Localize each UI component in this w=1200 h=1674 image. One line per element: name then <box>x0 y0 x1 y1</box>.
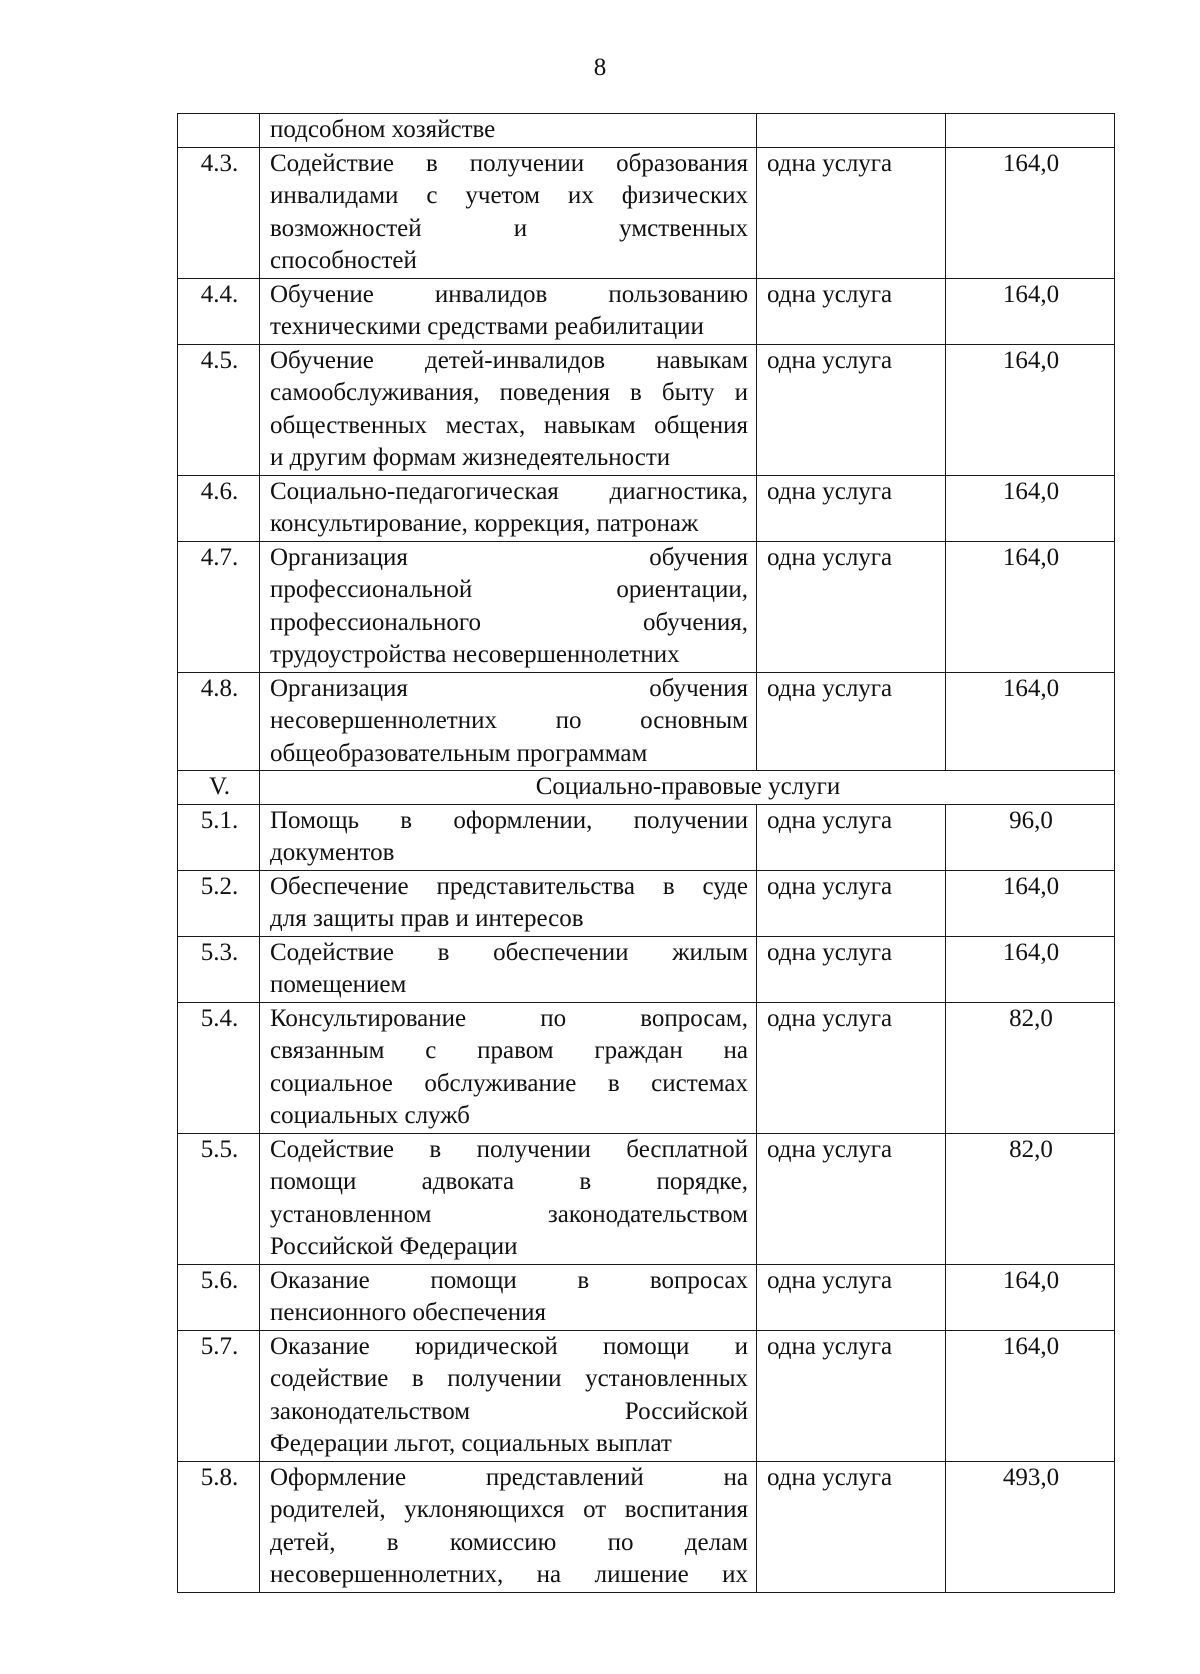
price-cell: 164,0 <box>946 541 1115 672</box>
description-line: Консультирование по вопросам, <box>270 1004 748 1032</box>
table-row <box>178 1133 1115 1264</box>
description-line: Содействие в получении образования <box>270 149 748 177</box>
unit-cell: одна услуга <box>757 541 946 672</box>
service-description <box>260 1264 757 1330</box>
description-line: инвалидами с учетом их физических <box>270 182 748 209</box>
description-line: помещением <box>270 971 407 998</box>
unit-cell <box>757 114 946 148</box>
price-cell <box>946 114 1115 148</box>
price-cell: 164,0 <box>946 475 1115 541</box>
description-line: общеобразовательным программам <box>270 739 648 767</box>
unit-cell: одна услуга <box>757 475 946 541</box>
service-description <box>260 475 757 541</box>
description-line: самообслуживания, поведения в быту и <box>270 379 748 406</box>
description-line: Содействие в обеспечении жилым <box>270 938 748 966</box>
description-line: документов <box>270 839 395 866</box>
row-number: 5.3. <box>178 936 260 1002</box>
service-description <box>260 541 757 672</box>
description-line: Оказание помощи в вопросах <box>270 1266 748 1294</box>
table-row <box>178 1264 1115 1330</box>
price-cell: 164,0 <box>946 1330 1115 1461</box>
row-number: 4.5. <box>178 344 260 475</box>
row-number: 4.4. <box>178 278 260 344</box>
table-row <box>178 1330 1115 1461</box>
row-number: 4.7. <box>178 541 260 672</box>
description-line: Социально-педагогическая диагностика, <box>270 477 748 505</box>
service-description <box>260 114 757 148</box>
table-row <box>178 672 1115 771</box>
description-line: содействие в получении установленных <box>270 1365 748 1392</box>
service-description <box>260 672 757 771</box>
continuation-row <box>178 114 1115 148</box>
description-line: трудоустройства несовершеннолетних <box>270 641 680 668</box>
row-number: 5.7. <box>178 1330 260 1461</box>
price-cell: 164,0 <box>946 870 1115 936</box>
row-number: 4.6. <box>178 475 260 541</box>
description-line: детей, в комиссию по делам <box>270 1528 748 1556</box>
unit-cell: одна услуга <box>757 344 946 475</box>
service-description <box>260 147 757 278</box>
service-description <box>260 1133 757 1264</box>
description-line: законодательством Российской <box>270 1397 748 1425</box>
row-number: 5.6. <box>178 1264 260 1330</box>
description-line: Российской Федерации <box>270 1233 518 1260</box>
description-line: установленном законодательством <box>270 1200 748 1228</box>
price-cell: 96,0 <box>946 804 1115 870</box>
description-line: возможностей и умственных <box>270 214 748 242</box>
services-table-body <box>178 114 1115 1593</box>
description-line: Федерации льгот, социальных выплат <box>270 1430 672 1457</box>
unit-cell: одна услуга <box>757 804 946 870</box>
service-description <box>260 1002 757 1133</box>
description-line: общественных местах, навыкам общения <box>270 411 748 439</box>
description-line: Содействие в получении бесплатной <box>270 1135 748 1163</box>
price-cell: 493,0 <box>946 1461 1115 1592</box>
table-row <box>178 1002 1115 1133</box>
table-row <box>178 936 1115 1002</box>
unit-cell: одна услуга <box>757 1330 946 1461</box>
price-cell: 164,0 <box>946 936 1115 1002</box>
service-description <box>260 1330 757 1461</box>
description-line: и другим формам жизнедеятельности <box>270 444 671 471</box>
description-line: пенсионного обеспечения <box>270 1299 546 1326</box>
price-cell: 164,0 <box>946 344 1115 475</box>
table-row <box>178 278 1115 344</box>
price-cell: 164,0 <box>946 672 1115 771</box>
description-line: Оформление представлений на <box>270 1463 748 1491</box>
table-row <box>178 541 1115 672</box>
unit-cell: одна услуга <box>757 278 946 344</box>
services-table <box>177 113 1115 1593</box>
description-line: помощи адвоката в порядке, <box>270 1168 748 1195</box>
unit-cell: одна услуга <box>757 1002 946 1133</box>
unit-cell: одна услуга <box>757 936 946 1002</box>
row-number: 5.8. <box>178 1461 260 1592</box>
table-row <box>178 147 1115 278</box>
service-description <box>260 936 757 1002</box>
section-number: V. <box>178 771 260 805</box>
price-cell: 164,0 <box>946 1264 1115 1330</box>
price-cell: 82,0 <box>946 1133 1115 1264</box>
description-line: Обучение инвалидов пользованию <box>270 280 748 308</box>
section-header-row <box>178 771 1115 805</box>
description-line: социальных служб <box>270 1102 470 1129</box>
description-line: социальное обслуживание в системах <box>270 1069 748 1097</box>
row-number: 4.3. <box>178 147 260 278</box>
section-title: Социально-правовые услуги <box>260 771 1115 805</box>
unit-cell: одна услуга <box>757 1133 946 1264</box>
table-row <box>178 804 1115 870</box>
row-number: 5.1. <box>178 804 260 870</box>
table-row <box>178 475 1115 541</box>
unit-cell: одна услуга <box>757 147 946 278</box>
unit-cell: одна услуга <box>757 1264 946 1330</box>
description-line: Помощь в оформлении, получении <box>270 806 748 834</box>
description-line: профессиональной ориентации, <box>270 576 748 603</box>
row-number: 4.8. <box>178 672 260 771</box>
page-number: 8 <box>593 54 607 81</box>
description-line: Обучение детей-инвалидов навыкам <box>270 346 748 374</box>
unit-cell: одна услуга <box>757 1461 946 1592</box>
description-line: подсобном хозяйстве <box>270 116 496 143</box>
service-description <box>260 804 757 870</box>
description-line: профессионального обучения, <box>270 608 748 636</box>
price-cell: 164,0 <box>946 147 1115 278</box>
description-line: Оказание юридической помощи и <box>270 1332 748 1360</box>
description-line: консультирование, коррекция, патронаж <box>270 510 699 537</box>
table-row <box>178 344 1115 475</box>
table-row <box>178 1461 1115 1592</box>
description-line: способностей <box>270 247 417 274</box>
service-description <box>260 870 757 936</box>
description-line: техническими средствами реабилитации <box>270 313 704 340</box>
price-cell: 82,0 <box>946 1002 1115 1133</box>
row-number <box>178 114 260 148</box>
description-line: несовершеннолетних по основным <box>270 707 748 734</box>
description-line: Обеспечение представительства в суде <box>270 872 748 900</box>
service-description <box>260 344 757 475</box>
description-line: несовершеннолетних, на лишение их <box>270 1561 748 1588</box>
description-line: Организация обучения <box>270 674 748 702</box>
row-number: 5.5. <box>178 1133 260 1264</box>
price-cell: 164,0 <box>946 278 1115 344</box>
description-line: для защиты прав и интересов <box>270 905 584 932</box>
description-line: Организация обучения <box>270 543 748 571</box>
unit-cell: одна услуга <box>757 870 946 936</box>
service-description <box>260 1461 757 1592</box>
service-description <box>260 278 757 344</box>
description-line: родителей, уклоняющихся от воспитания <box>270 1496 748 1523</box>
description-line: связанным с правом граждан на <box>270 1037 748 1064</box>
row-number: 5.4. <box>178 1002 260 1133</box>
row-number: 5.2. <box>178 870 260 936</box>
unit-cell: одна услуга <box>757 672 946 771</box>
table-row <box>178 870 1115 936</box>
